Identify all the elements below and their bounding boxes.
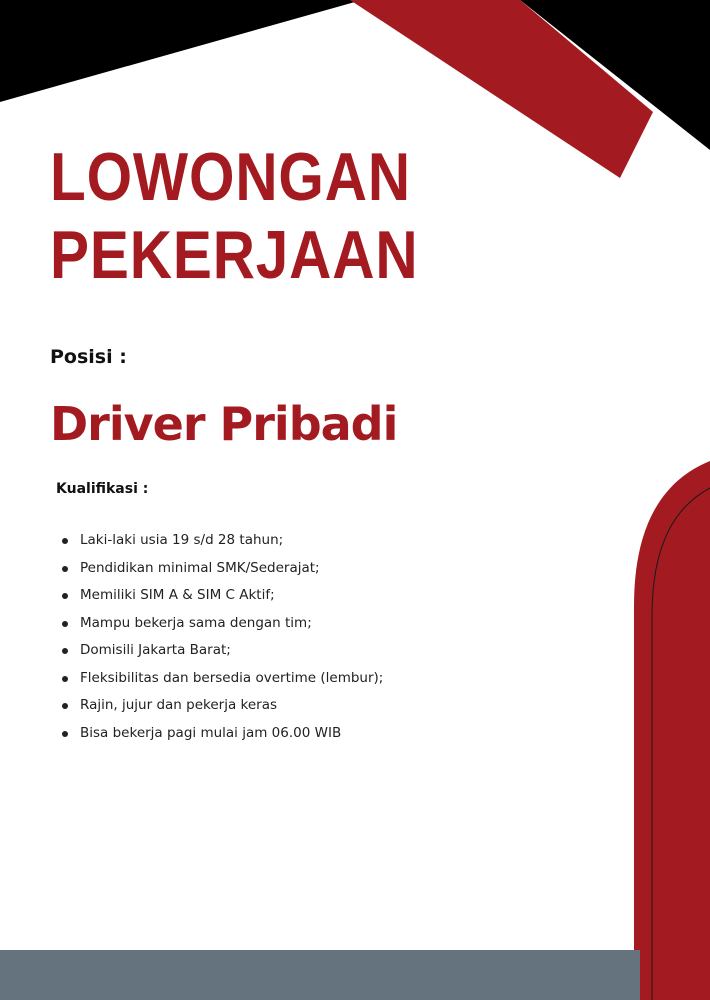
qualification-text: Rajin, jujur dan pekerja keras — [80, 697, 278, 713]
bullet-icon — [62, 593, 68, 599]
qualification-item — [60, 527, 500, 555]
bullet-icon — [62, 703, 68, 709]
qualification-item — [60, 692, 500, 720]
qualification-item — [60, 665, 500, 693]
qualification-text: Laki-laki usia 19 s/d 28 tahun; — [80, 532, 284, 548]
qualification-text: Domisili Jakarta Barat; — [80, 642, 231, 658]
qualifications-label: Kualifikasi : — [56, 481, 149, 497]
top-left-black-shape — [0, 0, 362, 102]
qualification-text: Mampu bekerja sama dengan tim; — [80, 614, 312, 631]
qualifications-list — [60, 527, 500, 747]
bullet-icon — [62, 676, 68, 682]
qualification-item — [60, 555, 500, 583]
qualification-text: Pendidikan minimal SMK/Sederajat; — [80, 559, 320, 576]
qualification-item — [60, 720, 500, 748]
bullet-icon — [62, 731, 68, 737]
qualification-text: Fleksibilitas dan bersedia overtime (lembur); — [80, 669, 384, 686]
job-title: Driver Pribadi — [50, 397, 398, 451]
qualification-item — [60, 637, 500, 665]
bullet-icon — [62, 648, 68, 654]
headline — [50, 138, 418, 294]
qualification-item — [60, 582, 500, 610]
bullet-icon — [62, 621, 68, 627]
headline-line-1: LOWONGAN — [50, 139, 411, 215]
headline-line-2: PEKERJAAN — [50, 217, 419, 293]
qualification-item — [60, 610, 500, 638]
position-label: Posisi : — [50, 346, 127, 368]
qualification-text: Bisa bekerja pagi mulai jam 06.00 WIB — [80, 724, 342, 741]
qualification-text: Memiliki SIM A & SIM C Aktif; — [80, 587, 275, 603]
footer-bar — [0, 950, 640, 1000]
red-arch-shape — [634, 461, 710, 1000]
bullet-icon — [62, 566, 68, 572]
bullet-icon — [62, 538, 68, 544]
